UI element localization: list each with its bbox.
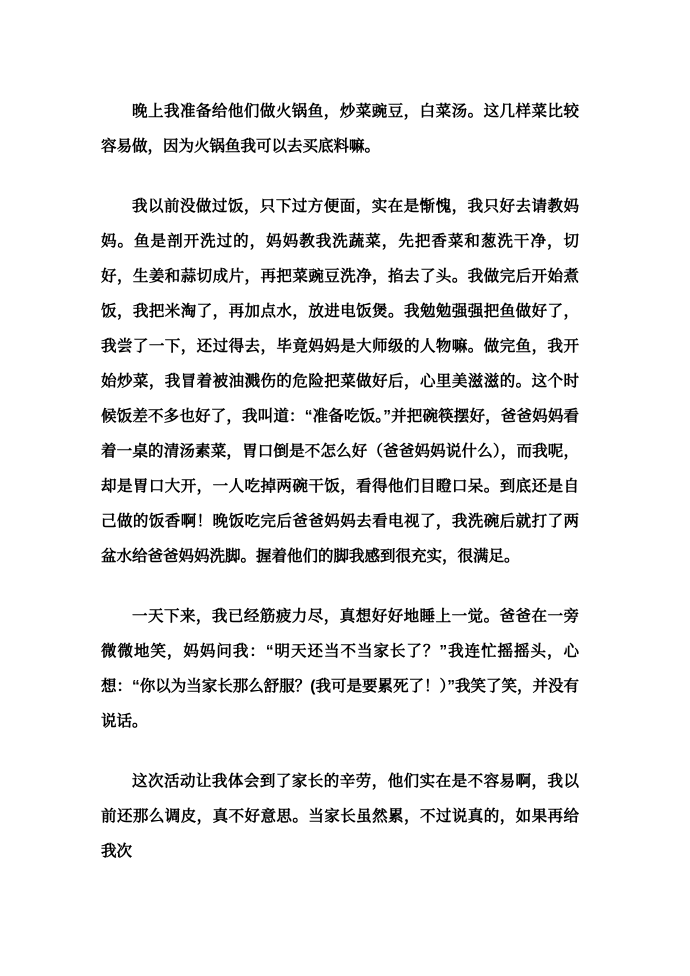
essay-paragraph-3: 一天下来，我已经筋疲力尽，真想好好地睡上一觉。爸爸在一旁微微地笑，妈妈问我：“明天还当不当家长了？”我连忙摇摇头，心想：“你以为当家长那么舒服？(我可是要累死了！）”我笑了笑，并没有说话。 [101, 608, 579, 730]
essay-body [101, 94, 579, 869]
essay-paragraph-4: 这次活动让我体会到了家长的辛劳，他们实在是不容易啊，我以前还那么调皮，真不好意思。当家长虽然累，不过说真的，如果再给我次 [101, 773, 579, 860]
essay-paragraph-1: 晚上我准备给他们做火锅鱼，炒菜豌豆，白菜汤。这几样菜比较容易做，因为火锅鱼我可以去买底料嘛。 [101, 103, 579, 155]
essay-paragraph-2: 我以前没做过饭，只下过方便面，实在是惭愧，我只好去请教妈妈。鱼是剖开洗过的，妈妈教我洗蔬菜，先把香菜和葱洗干净，切好，生姜和蒜切成片，再把菜豌豆洗净，掐去了头。我做完后开始煮饭，我把米淘了，再加点水，放进电饭煲。我勉勉强强把鱼做好了，我尝了一下，还过得去，毕竟妈妈是大师级的人物嘛。做完鱼，我开始炒菜，我冒着被油溅伤的危险把菜做好后，心里美滋滋的。这个时候饭差不多也好了，我叫道：“准备吃饭。”并把碗筷摆好，爸爸妈妈看着一桌的清汤素菜，胃口倒是不怎么好（爸爸妈妈说什么），而我呢，却是胃口大开，一人吃掉两碗干饭，看得他们目瞪口呆。到底还是自己做的饭香啊！晚饭吃完后爸爸妈妈去看电视了，我洗碗后就打了两盆水给爸爸妈妈洗脚。握着他们的脚我感到很充实，很满足。 [101, 198, 579, 565]
